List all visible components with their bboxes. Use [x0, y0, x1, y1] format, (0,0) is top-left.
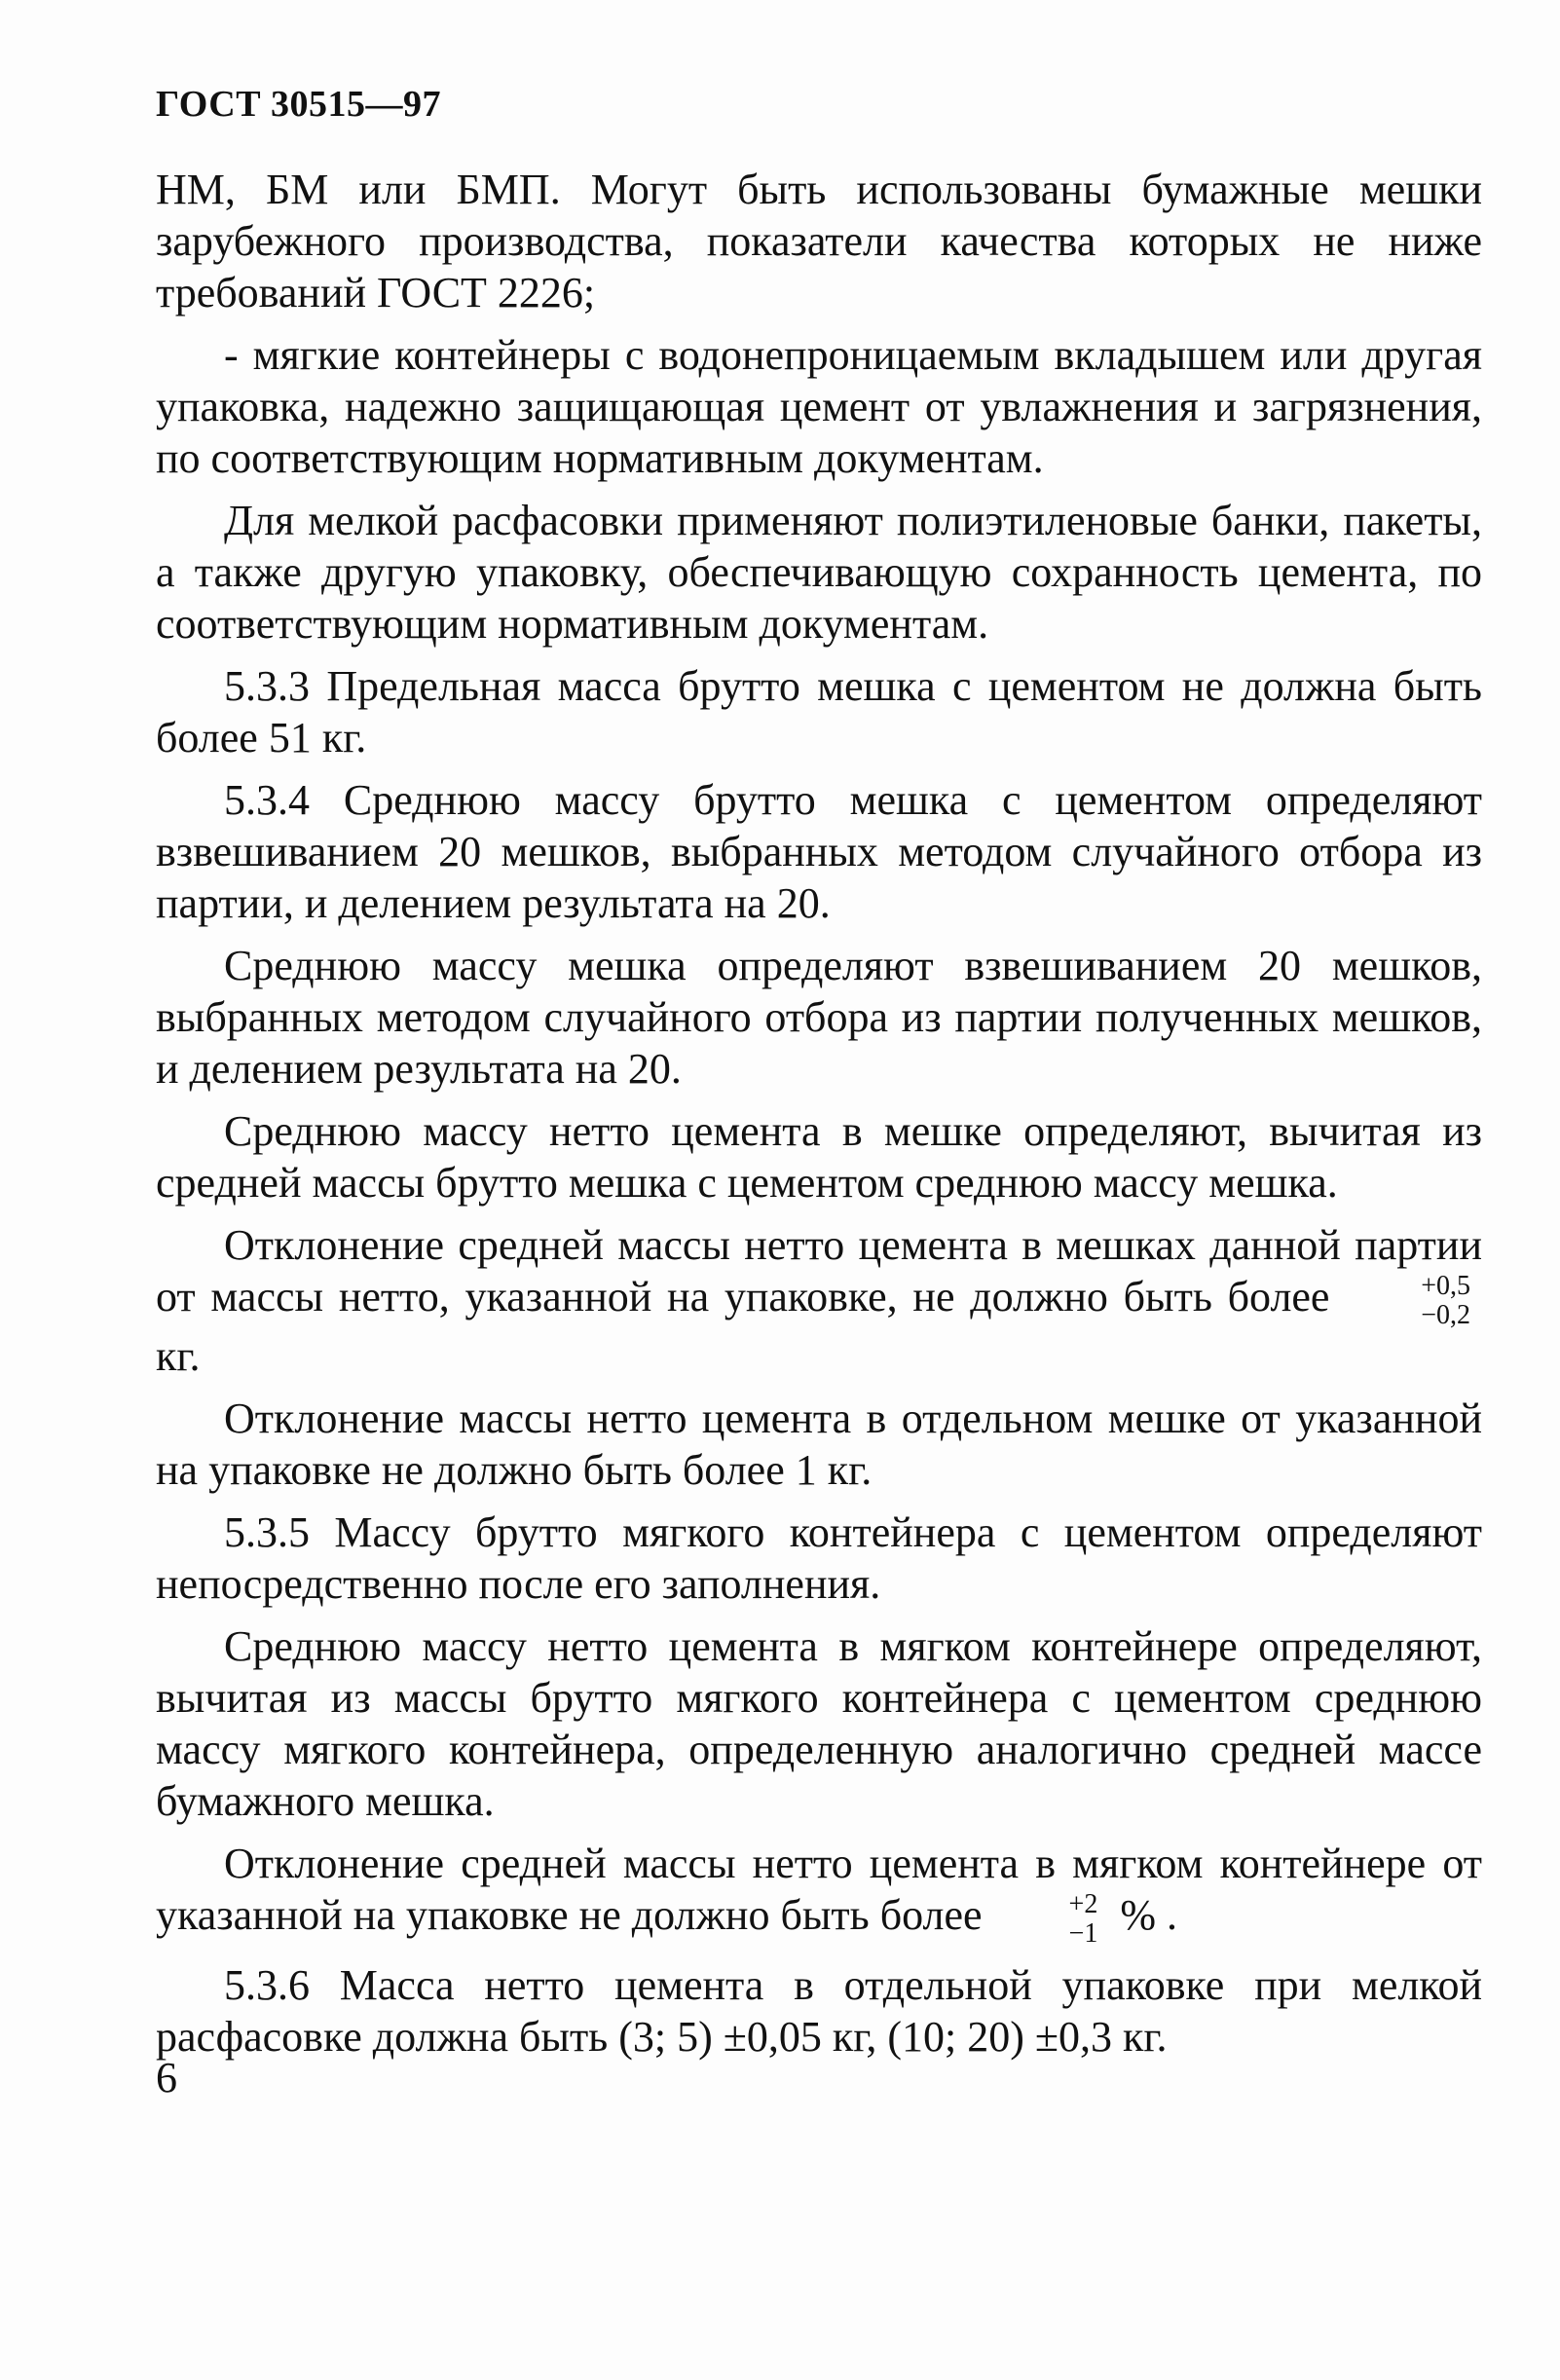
tolerance-lower: −0,2 — [1421, 1299, 1471, 1330]
tolerance-lower: −1 — [1068, 1917, 1098, 1949]
paragraph-tolerance-container — [156, 1838, 1482, 1949]
paragraph: Среднюю массу нетто цемента в мешке определяют, вычитая из средней массы брутто мешка с цементом среднюю массу мешка. — [156, 1107, 1482, 1207]
unit: % . — [1120, 1890, 1177, 1939]
paragraph: - мягкие контейнеры с водонепроницаемым вкладышем или другая упаковка, надежно защищающая цемент от увлажнения и загрязнения, по соответствующим нормативным документам. — [156, 331, 1482, 482]
paragraph-5-3-6: 5.3.6 Масса нетто цемента в отдельной упаковке при мелкой расфасовке должна быть (3; 5) ±0,05 кг, (10; 20) ±0,3 кг. — [156, 1960, 1482, 2061]
paragraph-5-3-4: 5.3.4 Среднюю массу брутто мешка с цементом определяют взвешиванием 20 мешков, выбранных методом случайного отбора из партии, и делением результата на 20. — [156, 776, 1482, 927]
document-body — [156, 164, 1482, 2073]
page-number: 6 — [156, 2054, 177, 2101]
unit: кг. — [156, 1331, 201, 1380]
paragraph: НМ, БМ или БМП. Могут быть использованы бумажные мешки зарубежного производства, показатели качества которых не ниже требований ГОСТ 2226; — [156, 166, 1482, 316]
paragraph-text: Отклонение средней массы нетто цемента в мягком контейнере от указанной на упаковке не должно быть более — [156, 1839, 1482, 1939]
paragraph: Для мелкой расфасовки применяют полиэтиленовые банки, пакеты, а также другую упаковку, обеспечивающую сохранность цемента, по соответствующим нормативным документам. — [156, 497, 1482, 648]
tolerance-upper: +0,5 — [1421, 1270, 1471, 1301]
paragraph: Среднюю массу нетто цемента в мягком контейнере определяют, вычитая из массы брутто мягкого контейнера с цементом среднюю массу мягкого контейнера, определенную аналогично средней массе бумажного мешка. — [156, 1621, 1482, 1825]
tolerance-stack — [1353, 1272, 1470, 1330]
paragraph-text: Отклонение средней массы нетто цемента в мешках данной партии от массы нетто, указанной на упаковке, не должно быть более — [156, 1221, 1482, 1320]
document-header: ГОСТ 30515—97 — [156, 84, 442, 125]
paragraph: Отклонение массы нетто цемента в отдельном мешке от указанной на упаковке не должно быть более 1 кг. — [156, 1394, 1482, 1494]
paragraph-5-3-3: 5.3.3 Предельная масса брутто мешка с цементом не должна быть более 51 кг. — [156, 662, 1482, 762]
tolerance-upper: +2 — [1068, 1888, 1098, 1919]
paragraph-tolerance-bag — [156, 1219, 1482, 1382]
tolerance-stack — [1001, 1890, 1098, 1949]
paragraph: Среднюю массу мешка определяют взвешиванием 20 мешков, выбранных методом случайного отбора из партии полученных мешков, и делением результата на 20. — [156, 942, 1482, 1093]
paragraph-5-3-5: 5.3.5 Массу брутто мягкого контейнера с цементом определяют непосредственно после его заполнения. — [156, 1507, 1482, 1608]
